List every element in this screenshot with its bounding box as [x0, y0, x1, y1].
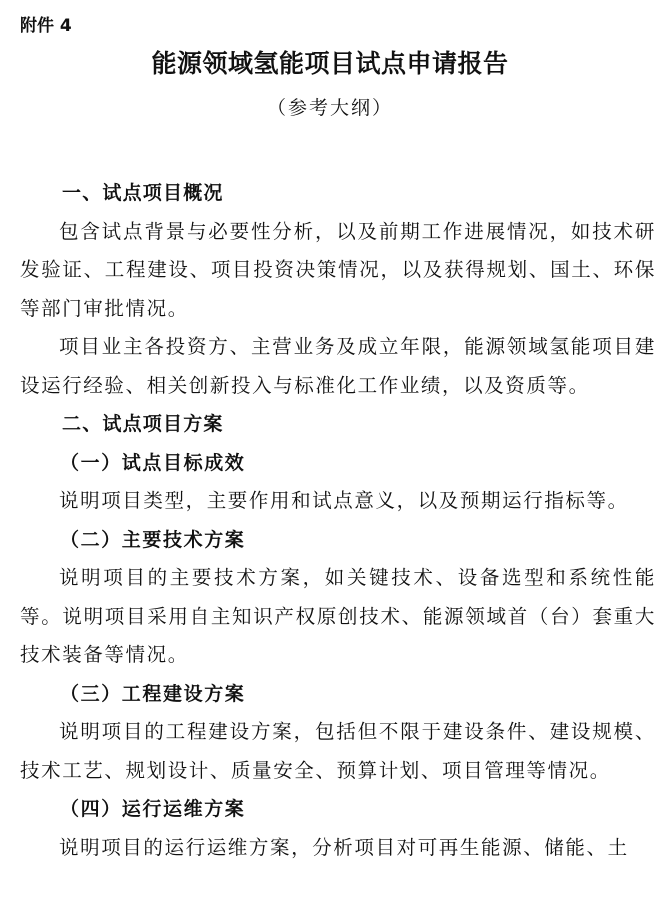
document-subtitle: （参考大纲） [266, 97, 393, 119]
section-heading-plan: 二、试点项目方案 [62, 413, 224, 435]
subsection-heading-operation: （四）运行运维方案 [60, 798, 246, 820]
section-heading-overview: 一、试点项目概况 [62, 182, 224, 204]
document-title: 能源领域氢能项目试点申请报告 [151, 49, 509, 78]
paragraph-technical: 说明项目的主要技术方案，如关键技术、设备选型和系统性能等。说明项目采用自主知识产权原创技术、能源领域首（台）套重大技术装备等情况。 [20, 566, 656, 666]
subsection-heading-construction: （三）工程建设方案 [60, 682, 246, 705]
document-body [20, 174, 656, 867]
subsection-heading-technical: （二）主要技术方案 [60, 528, 246, 551]
subsection-heading-goals: （一）试点目标成效 [60, 451, 246, 474]
paragraph-owner: 项目业主各投资方、主营业务及成立年限，能源领域氢能项目建设运行经验、相关创新投入与标准化工作业绩，以及资质等。 [20, 335, 656, 397]
paragraph-construction: 说明项目的工程建设方案，包括但不限于建设条件、建设规模、技术工艺、规划设计、质量安全、预算计划、项目管理等情况。 [20, 720, 656, 782]
paragraph-goals: 说明项目类型，主要作用和试点意义，以及预期运行指标等。 [59, 489, 629, 512]
paragraph-operation: 说明项目的运行运维方案，分析项目对可再生能源、储能、土 [59, 835, 629, 859]
attachment-label: 附件 4 [20, 16, 72, 36]
paragraph-background: 包含试点背景与必要性分析，以及前期工作进展情况，如技术研发验证、工程建设、项目投资决策情况，以及获得规划、国土、环保等部门审批情况。 [20, 219, 656, 320]
